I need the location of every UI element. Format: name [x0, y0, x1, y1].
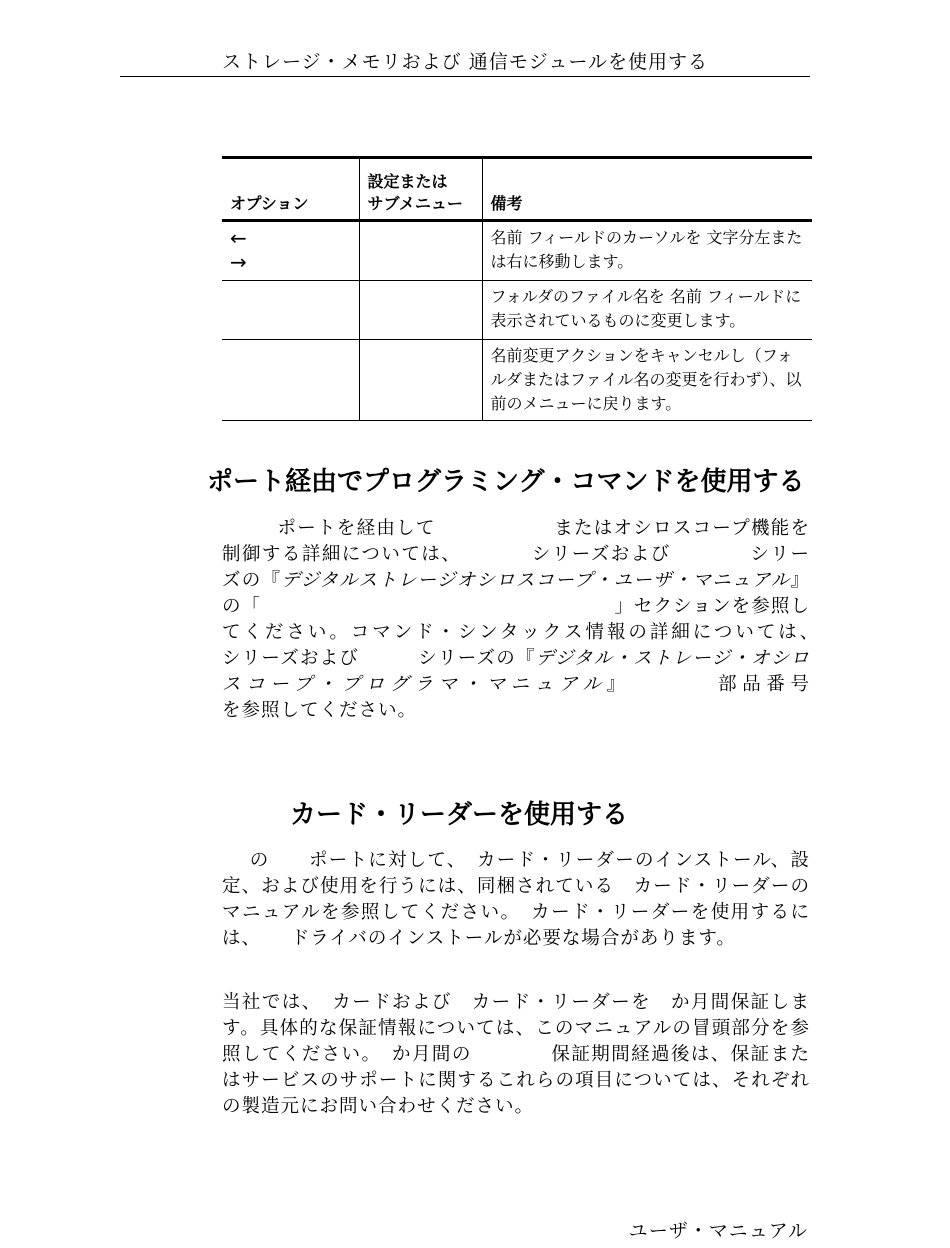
text-segment: 』 部品番号 を参照してください。 [222, 674, 947, 721]
option-cell [222, 221, 359, 281]
manual-title-italic: デジタルストレージオシロスコープ・ユーザ・マニュアル [281, 570, 791, 591]
setting-cell [359, 221, 482, 281]
page-footer: ユーザ・マニュアル [628, 1220, 808, 1242]
paragraph-card-reader-2: 当社では、 カードおよび カード・リーダーを か月間保証します。具体的な保証情報については、このマニュアルの冒頭部分を参照してください。 か月間の 保証期間経過後は、保証またはサービスのサポートに関するこれらの項目については、それぞれの製造元にお問い合わせください。 [222, 992, 810, 1117]
header-title: ストレージ・メモリおよび 通信モジュールを使用する [222, 51, 708, 73]
setting-cell [359, 281, 482, 340]
header-setting-line1: 設定または [367, 172, 448, 191]
paragraph-port-commands [222, 516, 947, 724]
setting-cell [359, 340, 482, 421]
arrow-left-icon: ← [230, 226, 247, 250]
header-option: オプション [230, 194, 309, 213]
page-header [120, 44, 810, 77]
manual-title-italic: デジタル・ストレージ・オシロスコープ・プログラマ・マニュアル [222, 648, 810, 695]
remarks-cell: 名前 フィールドのカーソルを 文字分左または右に移動します。 [482, 221, 812, 281]
text-segment: ポートを経由して またはオシロスコープ機能を制御する詳細については、 シリーズおよび シリーズの『 [222, 518, 810, 591]
header-setting [359, 158, 482, 221]
option-cell [222, 281, 359, 340]
option-cell [222, 340, 359, 421]
section-heading-port-commands: ポート経由でプログラミング・コマンドを使用する [207, 467, 805, 497]
header-setting-line2: サブメニュー [367, 194, 463, 213]
header-remarks: 備考 [482, 158, 812, 221]
remarks-cell: 名前変更アクションをキャンセルし（フォルダまたはファイル名の変更を行わず）、以前のメニューに戻ります。 [482, 340, 812, 421]
table-row [222, 340, 812, 421]
table-row [222, 221, 812, 281]
section-heading-card-reader: カード・リーダーを使用する [290, 800, 629, 830]
table-row [222, 281, 812, 340]
text-segment: 』の「 」セクションを参照してください。コマンド・シンタックス情報の詳細については、 シリーズおよび シリーズの『 [222, 570, 889, 669]
paragraph-card-reader-1: の ポートに対して、 カード・リーダーのインストール、設定、および使用を行うには、同梱されている カード・リーダーのマニュアルを参照してください。 カード・リーダーを使用するには、 ドライバのインストールが必要な場合があります。 [222, 850, 810, 949]
arrow-right-icon: → [230, 250, 247, 274]
options-table [222, 156, 812, 421]
remarks-cell: フォルダのファイル名を 名前 フィールドに表示されているものに変更します。 [482, 281, 812, 340]
table-header-row [222, 158, 812, 221]
